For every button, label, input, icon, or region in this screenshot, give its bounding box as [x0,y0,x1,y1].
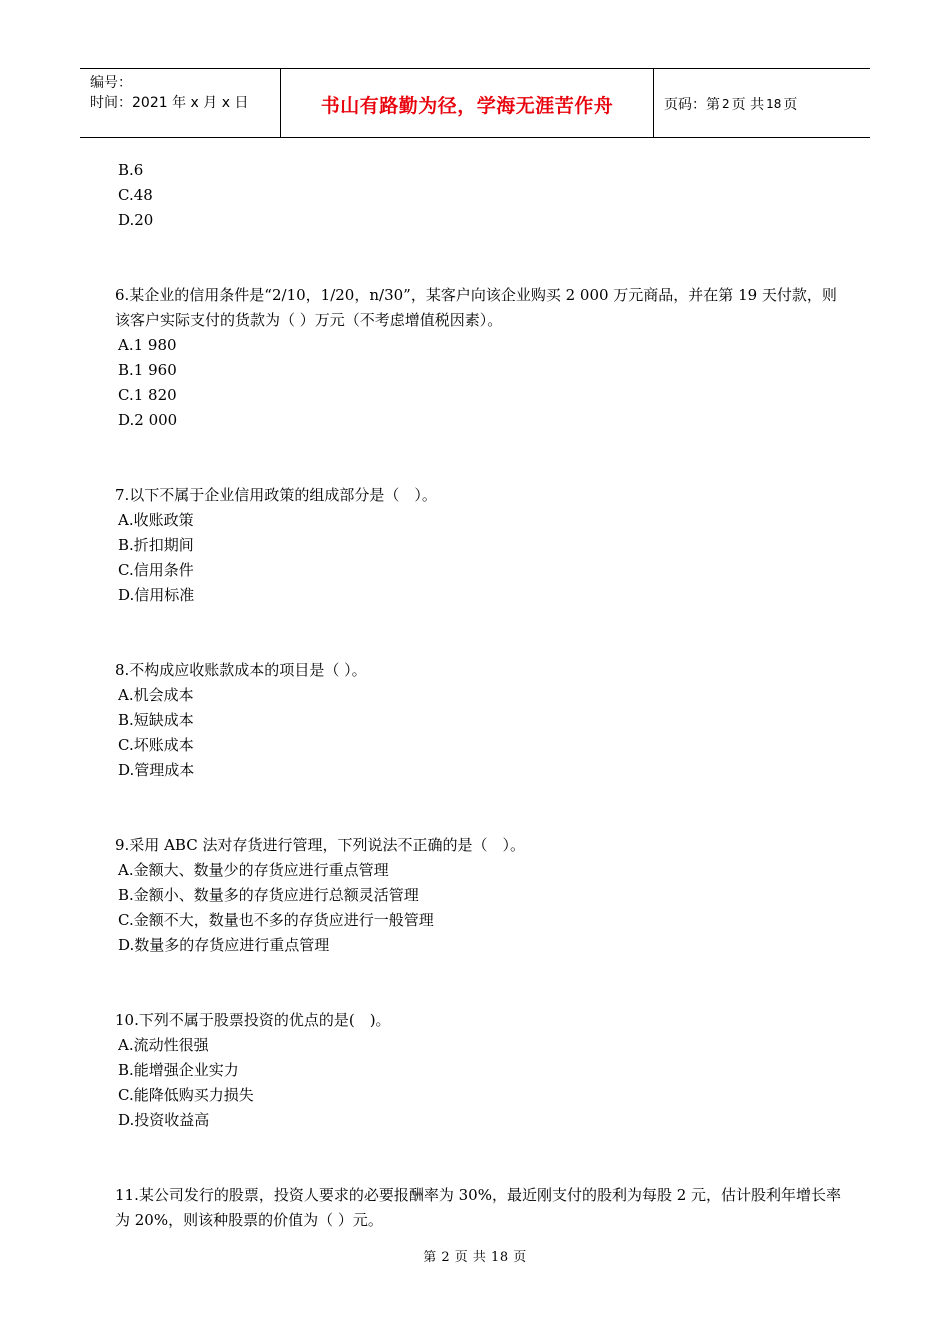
option-item: A.1 980 [118,336,177,354]
option-item: B.折扣期间 [118,536,194,554]
motto-text: 书山有路勤为径，学海无涯苦作舟 [320,94,614,117]
question-8 [115,658,845,783]
option-item: A.机会成本 [118,686,194,704]
option-item: D.投资收益高 [118,1111,210,1129]
time-text: 时间：2021 年 x 月 x 日 [90,95,249,111]
option-item: D.信用标准 [118,586,195,604]
option-item: D.数量多的存货应进行重点管理 [118,936,330,954]
continued-options [115,158,845,233]
question-6 [115,283,845,433]
number-label: 编号： [90,75,132,91]
question-11 [115,1183,845,1233]
option-item: B.6 [118,161,144,179]
page-prefix: 页码：第 [664,97,720,113]
question-7 [115,483,845,608]
option-item: A.金额大、数量少的存货应进行重点管理 [118,861,389,879]
option-item: C.1 820 [118,386,177,404]
header-info-cell [80,69,281,137]
question-9 [115,833,845,958]
option-item: D.2 000 [118,411,178,429]
question-stem: 11.某公司发行的股票，投资人要求的必要报酬率为 30%，最近刚支付的股利为每股 2 元，估计股利年增长率为 20%，则该种股票的价值为（ ）元。 [115,1186,842,1229]
page-header [80,68,870,138]
option-item: B.1 960 [118,361,177,379]
option-item: A.收账政策 [118,511,194,529]
option-item: C.48 [118,186,153,204]
header-page-cell [654,69,870,137]
option-item: A.流动性很强 [118,1036,209,1054]
option-item: D.20 [118,211,154,229]
question-stem: 6.某企业的信用条件是“2/10，1/20，n/30”，某客户向该企业购买 2 000 万元商品，并在第 19 天付款，则该客户实际支付的货款为（ ）万元（不考虑增值税因素）。 [115,286,837,329]
option-item: D.管理成本 [118,761,195,779]
option-item: C.坏账成本 [118,736,194,754]
option-item: B.能增强企业实力 [118,1061,239,1079]
document-body [115,158,845,1283]
question-10 [115,1008,845,1133]
page-total: 18 [766,97,782,111]
question-stem: 10.下列不属于股票投资的优点的是( )。 [115,1011,391,1029]
option-item: B.短缺成本 [118,711,194,729]
option-item: C.金额不大，数量也不多的存货应进行一般管理 [118,911,434,929]
question-stem: 7.以下不属于企业信用政策的组成部分是（ ）。 [115,486,437,504]
question-stem: 9.采用 ABC 法对存货进行管理，下列说法不正确的是（ ）。 [115,836,525,854]
option-item: C.信用条件 [118,561,194,579]
page-mid: 页 共 [731,97,765,113]
page-current: 2 [722,97,730,111]
option-item: B.金额小、数量多的存货应进行总额灵活管理 [118,886,419,904]
page-suffix: 页 [783,97,798,113]
option-item: C.能降低购买力损失 [118,1086,254,1104]
header-motto-cell [281,69,654,137]
question-stem: 8.不构成应收账款成本的项目是（ ）。 [115,661,367,679]
page-footer: 第 2 页 共 18 页 [423,1250,527,1265]
